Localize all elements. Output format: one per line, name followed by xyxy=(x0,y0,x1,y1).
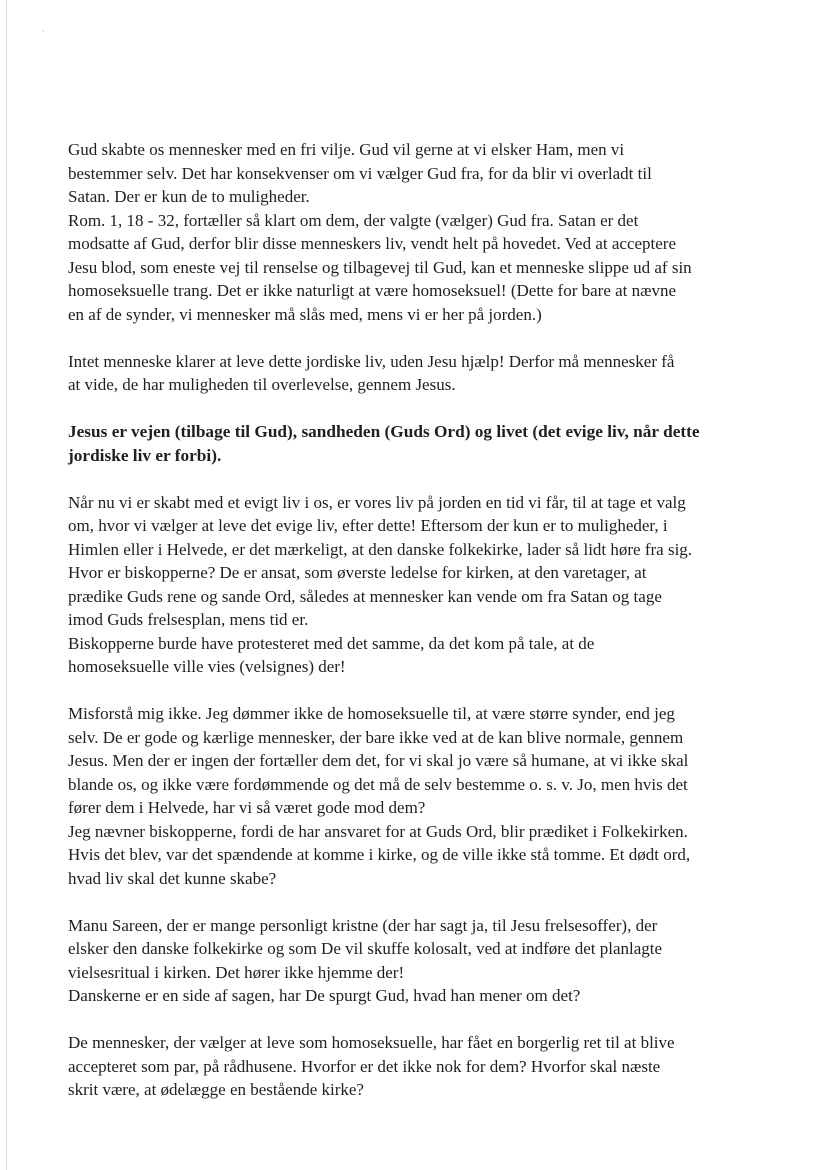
text-line: Misforstå mig ikke. Jeg dømmer ikke de homoseksuelle til, at være større synder, end jeg xyxy=(68,704,675,723)
paragraph-bold-statement xyxy=(68,420,778,467)
text-line: Når nu vi er skabt med et evigt liv i os, er vores liv på jorden en tid vi får, til at tage et valg xyxy=(68,492,686,512)
text-line: imod Guds frelsesplan, mens tid er. xyxy=(68,610,309,629)
text-line: Intet menneske klarer at leve dette jordiske liv, uden Jesu hjælp! Derfor må mennesker få xyxy=(68,351,675,371)
scan-edge-line xyxy=(6,0,7,1170)
text-line: homoseksuelle ville vies (velsignes) der! xyxy=(68,657,346,676)
document-body xyxy=(68,138,778,1125)
text-line: hvad liv skal det kunne skabe? xyxy=(68,868,277,888)
paragraph-jesus-help xyxy=(68,350,778,397)
text-line: blande os, og ikke være fordømmende og det må de selv bestemme o. s. v. Jo, men hvis det xyxy=(68,774,688,794)
text-line: en af de synder, vi mennesker må slås med, mens vi er her på jorden.) xyxy=(68,304,542,324)
text-line: om, hvor vi vælger at leve det evige liv, efter dette! Eftersom der kun er to muligheder, i xyxy=(68,516,668,535)
text-line: De mennesker, der vælger at leve som homoseksuelle, har fået en borgerlig ret til at blive xyxy=(68,1033,675,1052)
paragraph-free-will xyxy=(68,138,778,326)
text-line: at vide, de har muligheden til overlevelse, gennem Jesus. xyxy=(68,375,456,394)
text-line: Jesus er vejen (tilbage til Gud), sandheden (Guds Ord) og livet (det evige liv, når dette xyxy=(68,422,700,441)
text-line: Rom. 1, 18 - 32, fortæller så klart om dem, der valgte (vælger) Gud fra. Satan er det xyxy=(68,210,639,230)
text-line: Jeg nævner biskopperne, fordi de har ansvaret for at Guds Ord, blir prædiket i Folkekirken. xyxy=(68,821,688,841)
text-line: modsatte af Gud, derfor blir disse menneskers liv, vendt helt på hovedet. Ved at acceptere xyxy=(68,234,677,253)
paragraph-civil-right xyxy=(68,1031,778,1102)
text-line: homoseksuelle trang. Det er ikke naturligt at være homoseksuel! (Dette for bare at nævne xyxy=(68,281,677,300)
text-line: jordiske liv er forbi). xyxy=(68,445,222,465)
text-line: Biskopperne burde have protesteret med det samme, da det kom på tale, at de xyxy=(68,633,595,653)
text-line: elsker den danske folkekirke og som De vil skuffe kolosalt, ved at indføre det planlagte xyxy=(68,939,663,958)
text-line: vielsesritual i kirken. Det hører ikke hjemme der! xyxy=(68,962,405,982)
text-line: Hvis det blev, var det spændende at komme i kirke, og de ville ikke stå tomme. Et dødt ord, xyxy=(68,845,691,864)
text-line: fører dem i Helvede, har vi så været gode mod dem? xyxy=(68,798,426,817)
text-line: Satan. Der er kun de to muligheder. xyxy=(68,187,310,206)
text-line: skrit være, at ødelægge en bestående kirke? xyxy=(68,1080,364,1099)
text-line: accepteret som par, på rådhusene. Hvorfor er det ikke nok for dem? Hvorfor skal næste xyxy=(68,1056,661,1076)
text-line: Danskerne er en side af sagen, har De spurgt Gud, hvad han mener om det? xyxy=(68,986,581,1005)
text-line: bestemmer selv. Det har konsekvenser om vi vælger Gud fra, for da blir vi overladt til xyxy=(68,163,652,183)
text-line: Jesu blod, som eneste vej til renselse og tilbagevej til Gud, kan et menneske slippe ud af sin xyxy=(68,257,692,277)
scan-speck-mark: ` xyxy=(42,29,45,39)
text-line: Himlen eller i Helvede, er det mærkeligt, at den danske folkekirke, lader så lidt høre fra sig. xyxy=(68,539,693,559)
text-line: prædike Guds rene og sande Ord, således at mennesker kan vende om fra Satan og tage xyxy=(68,586,662,606)
text-line: Manu Sareen, der er mange personligt kristne (der har sagt ja, til Jesu frelsesoffer), der xyxy=(68,915,658,935)
text-line: selv. De er gode og kærlige mennesker, der bare ikke ved at de kan blive normale, gennem xyxy=(68,727,684,747)
paragraph-manu-sareen xyxy=(68,914,778,1008)
paragraph-misunderstand xyxy=(68,702,778,890)
paragraph-eternal-life xyxy=(68,491,778,679)
text-line: Hvor er biskopperne? De er ansat, som øverste ledelse for kirken, at den varetager, at xyxy=(68,563,647,582)
text-line: Jesus. Men der er ingen der fortæller dem det, for vi skal jo være så humane, at vi ikke skal xyxy=(68,751,689,770)
text-line: Gud skabte os mennesker med en fri vilje. Gud vil gerne at vi elsker Ham, men vi xyxy=(68,140,625,159)
